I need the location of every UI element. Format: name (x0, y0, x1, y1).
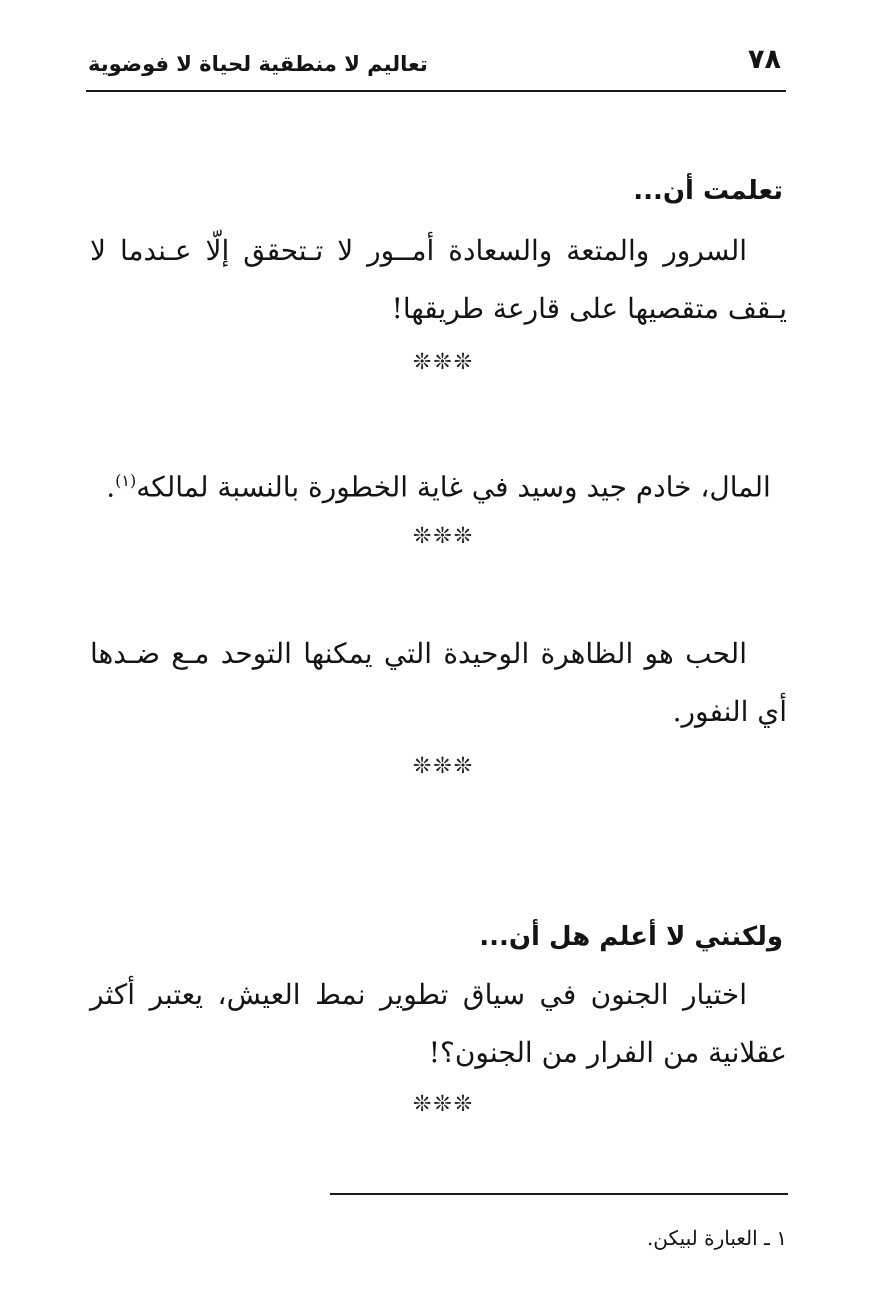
paragraph-love (90, 625, 787, 741)
separator-4: ❊❊❊ (412, 1092, 475, 1117)
header-rule (86, 90, 786, 92)
paragraph-money (90, 452, 787, 516)
section-heading-unsure: ولكنني لا أعلم هل أن... (479, 922, 783, 952)
running-header-title: تعاليم لا منطقية لحياة لا فوضوية (88, 52, 428, 76)
separator-3: ❊❊❊ (412, 754, 475, 779)
paragraph-joy (90, 222, 787, 338)
paragraph-madness (90, 966, 787, 1082)
footnote-reference: (١) (115, 471, 137, 490)
paragraph-madness-text: اختيار الجنون في سياق تطوير نمط العيش، يعتبر أكثر عقلانية من الفرار من الجنون؟! (90, 978, 787, 1069)
page-number: ٧٨ (748, 44, 781, 75)
section-heading-learned: تعلمت أن... (633, 176, 783, 206)
separator-2: ❊❊❊ (412, 524, 475, 549)
footnote-text: ١ ـ العبارة لبيكن. (646, 1226, 787, 1250)
paragraph-joy-text: السرور والمتعة والسعادة أمــور لا تـتحقق إلّا عـندما لا يـقف متقصيها على قارعة طريقها! (90, 234, 787, 325)
footnote-rule (330, 1193, 788, 1195)
paragraph-love-text: الحب هو الظاهرة الوحيدة التي يمكنها التوحد مـع ضـدها أي النفور. (90, 637, 787, 728)
paragraph-money-text: المال، خادم جيد وسيد في غاية الخطورة بالنسبة لمالكه (136, 470, 771, 504)
paragraph-money-end: . (106, 470, 116, 504)
separator-1: ❊❊❊ (412, 350, 475, 375)
